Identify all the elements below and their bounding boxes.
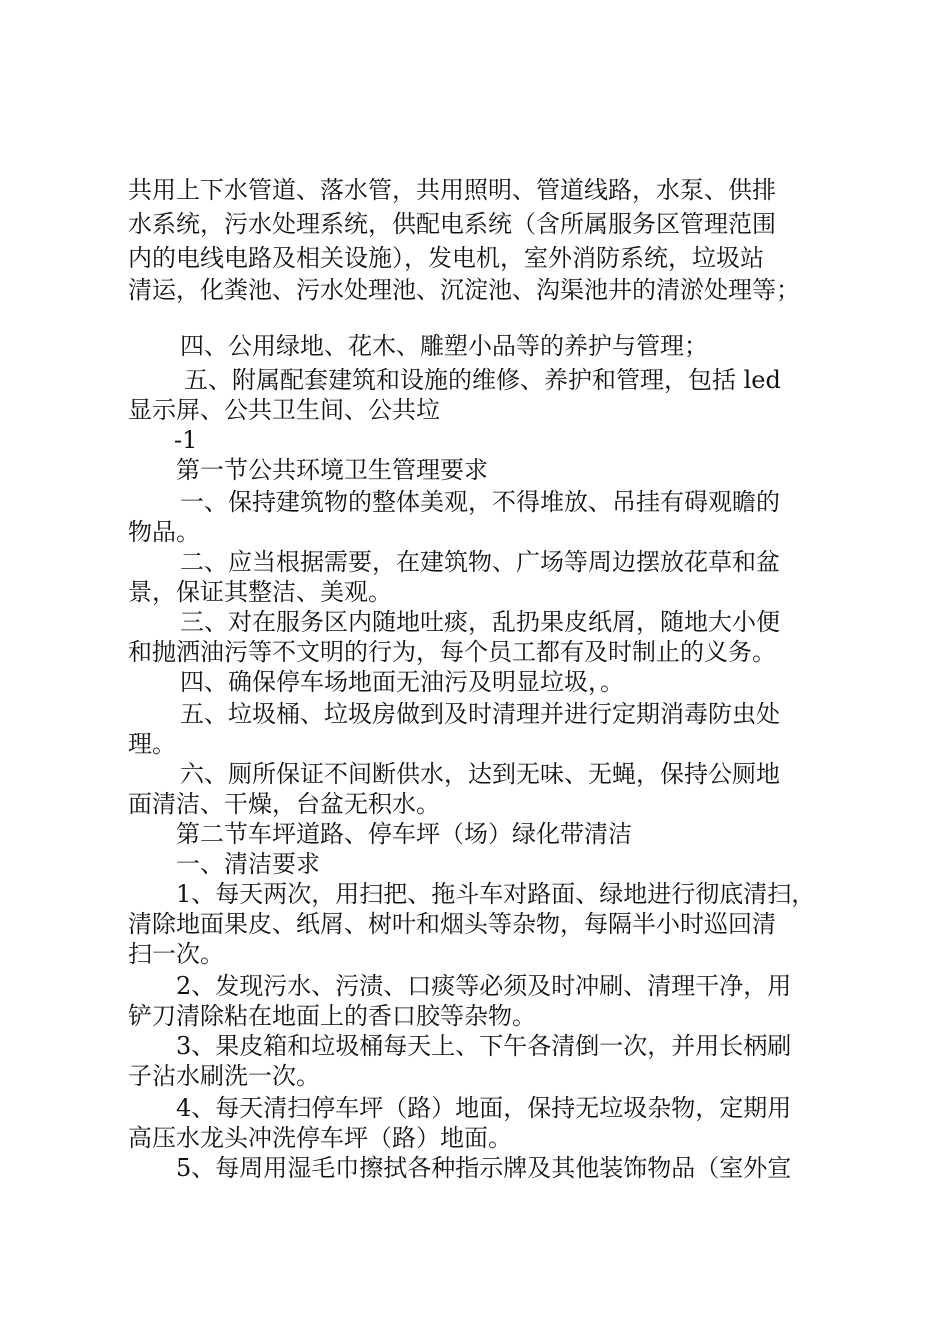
- text-line: 六、厕所保证不间断供水，达到无味、无蝇，保持公厕地: [180, 760, 780, 788]
- text-line: 铲刀清除粘在地面上的香口胶等杂物。: [128, 1002, 536, 1030]
- text-line: 3、果皮箱和垃圾桶每天上、下午各清倒一次，并用长柄刷: [176, 1032, 792, 1060]
- text-line: 五、附属配套建筑和设施的维修、养护和管理，包括 led: [184, 366, 781, 394]
- text-line: 高压水龙头冲洗停车坪（路）地面。: [128, 1124, 512, 1152]
- text-line: 四、确保停车场地面无油污及明显垃圾，。: [180, 668, 624, 696]
- section-heading: 第二节车坪道路、停车坪（场）绿化带清洁: [176, 820, 632, 848]
- text-line: 四、公用绿地、花木、雕塑小品等的养护与管理；: [180, 332, 708, 360]
- text-line: 物品。: [128, 518, 200, 546]
- text-line: 1、每天两次，用扫把、拖斗车对路面、绿地进行彻底清扫，: [176, 880, 816, 908]
- text-line: 2、发现污水、污渍、口痰等必须及时冲刷、清理干净，用: [176, 972, 792, 1000]
- text-line: 5、每周用湿毛巾擦拭各种指示牌及其他装饰物品（室外宣: [176, 1154, 792, 1182]
- page-number: -1: [174, 426, 198, 454]
- text-line: 内的电线电路及相关设施），发电机，室外消防系统，垃圾站: [128, 244, 764, 272]
- text-line: 一、保持建筑物的整体美观，不得堆放、吊挂有碍观瞻的: [180, 488, 780, 516]
- text-line: 显示屏、公共卫生间、公共垃: [128, 396, 440, 424]
- text-line: 扫一次。: [128, 940, 224, 968]
- text-line: 景，保证其整洁、美观。: [128, 578, 392, 606]
- text-line: 水系统，污水处理系统，供配电系统（含所属服务区管理范围: [128, 210, 776, 238]
- text-line: 清运，化粪池、污水处理池、沉淀池、沟渠池井的清淤处理等；: [128, 276, 800, 304]
- text-line: 五、垃圾桶、垃圾房做到及时清理并进行定期消毒防虫处: [180, 700, 780, 728]
- text-line: 和抛洒油污等不文明的行为，每个员工都有及时制止的义务。: [128, 638, 776, 666]
- text-line: 二、应当根据需要，在建筑物、广场等周边摆放花草和盆: [180, 548, 780, 576]
- text-line: 三、对在服务区内随地吐痰，乱扔果皮纸屑，随地大小便: [180, 608, 780, 636]
- text-line: 清除地面果皮、纸屑、树叶和烟头等杂物，每隔半小时巡回清: [128, 910, 776, 938]
- text-line: 理。: [128, 730, 176, 758]
- section-heading: 第一节公共环境卫生管理要求: [176, 456, 488, 484]
- subsection-heading: 一、清洁要求: [176, 850, 320, 878]
- text-line: 共用上下水管道、落水管，共用照明、管道线路，水泵、供排: [128, 176, 776, 204]
- text-line: 子沾水刷洗一次。: [128, 1062, 320, 1090]
- text-line: 4、每天清扫停车坪（路）地面，保持无垃圾杂物，定期用: [176, 1094, 792, 1122]
- text-line: 面清洁、干燥，台盆无积水。: [128, 790, 440, 818]
